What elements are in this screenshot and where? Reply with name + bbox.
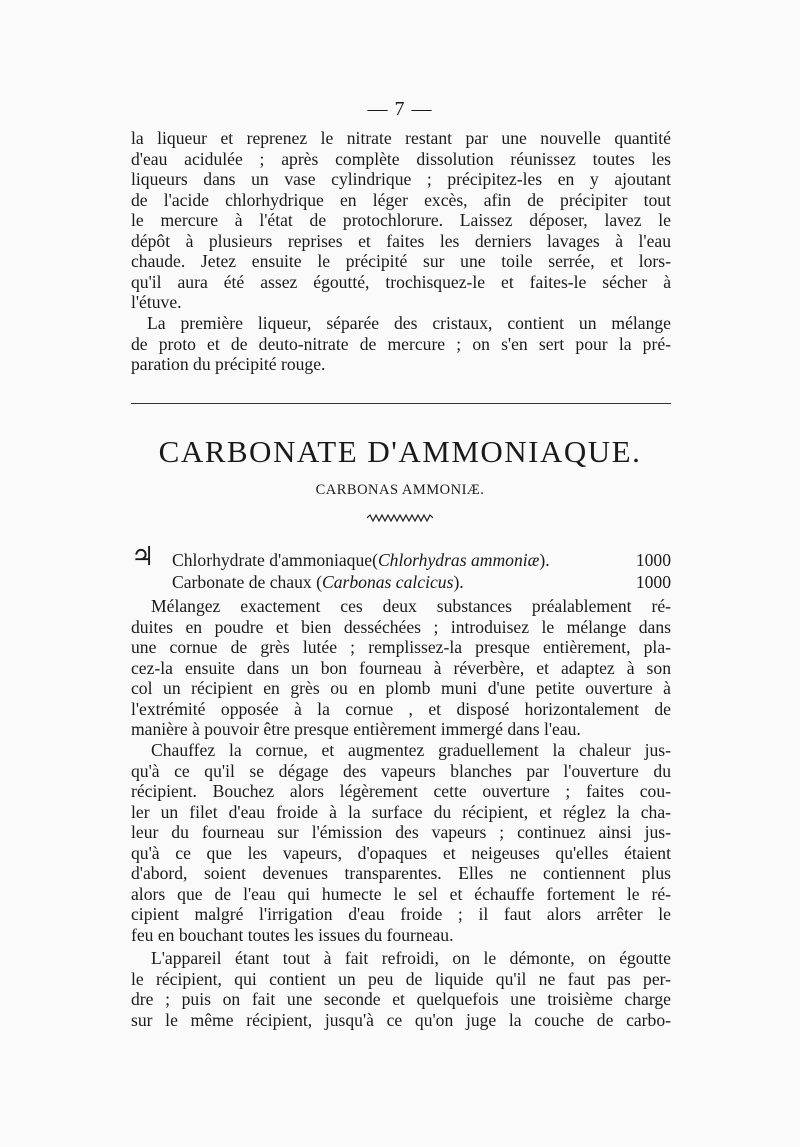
ingredient-latin: Carbonas calcicus [321, 572, 454, 592]
ornament-divider-icon [367, 514, 433, 522]
recipe-item-name: Chlorhydrate d'ammoniaque(Chlorhydras ammoniæ). [172, 550, 550, 570]
section-subtitle: CARBONAS AMMONIÆ. [315, 482, 485, 498]
paragraph-4-text [131, 740, 671, 945]
text-line: Mélangez exactement ces deux substances préalablement ré- [151, 596, 671, 616]
ingredient-quantity: 1000 [635, 550, 671, 570]
text-line: de proto et de deuto-nitrate de mercure ; on s'en sert pour la pré- [131, 333, 671, 354]
recipe-list [131, 542, 671, 593]
text-line: alors que de l'eau qui humecte le sel et échauffe fortement le ré- [131, 883, 671, 904]
text-line: d'abord, soient devenues transparentes. Elles ne contiennent plus [131, 863, 671, 883]
text-line: l'étuve. [131, 292, 182, 312]
text-line: leur du fourneau sur l'émission des vapeurs ; continuez ainsi jus- [131, 822, 671, 842]
text-line: chaude. Jetez ensuite le précipité sur une toile serrée, et lors- [131, 251, 671, 271]
recipe-item-name: Carbonate de chaux (Carbonas calcicus). [172, 572, 464, 592]
text-line: La première liqueur, séparée des cristaux, contient un mélange [147, 313, 671, 333]
paragraph-5-text [131, 948, 671, 1030]
text-line: le mercure à l'état de protochlorure. Laissez déposer, lavez le [131, 210, 671, 230]
ingredient-latin: Chlorhydras ammoniæ [377, 550, 540, 570]
text-line: qu'à ce que les vapeurs, d'opaques et neigeuses qu'elles étaient [131, 842, 671, 863]
page-number: — 7 — [367, 98, 433, 120]
text-line: récipient. Bouchez alors légèrement cette ouverture ; faites cou- [131, 781, 671, 801]
text-line: une cornue de grès lutée ; remplissez-la presque entièrement, pla- [131, 637, 671, 657]
ingredient-name: Carbonate de chaux [172, 572, 317, 592]
paragraph-2-text [131, 313, 671, 375]
text-line: sur le même récipient, jusqu'à ce qu'on juge la couche de carbo- [131, 1009, 671, 1030]
text-line: liqueurs dans un vase cylindrique ; précipitez-les en y ajoutant [131, 169, 671, 189]
recipe-row [131, 572, 671, 593]
ingredient-name: Chlorhydrate d'ammoniaque [172, 550, 373, 570]
text-line: ler un filet d'eau froide à la surface du récipient, et réglez la cha- [131, 801, 671, 822]
paragraph-2 [131, 313, 671, 375]
text-line: l'extrémité opposée à la cornue , et disposé horizontalement de [131, 698, 671, 719]
section-title: CARBONATE D'AMMONIAQUE. [158, 434, 642, 469]
section-divider [131, 403, 671, 404]
text-line: Chauffez la cornue, et augmentez graduellement la chaleur jus- [151, 740, 671, 760]
text-line: dre ; puis on fait une seconde et quelquefois une troisième charge [131, 989, 671, 1009]
ingredient-suffix: ). [539, 550, 550, 570]
paragraph-1-text [131, 128, 671, 313]
paragraph-5 [131, 948, 671, 1030]
text-line: duites en poudre et bien desséchées ; introduisez le mélange dans [131, 616, 671, 637]
text-line: dépôt à plusieurs reprises et faites les derniers lavages à l'eau [131, 230, 671, 251]
text-line: la liqueur et reprenez le nitrate restant par une nouvelle quantité [131, 128, 671, 148]
paragraph-3 [131, 596, 671, 740]
text-line: le récipient, qui contient un peu de liquide qu'il ne faut pas per- [131, 968, 671, 989]
text-line: de l'acide chlorhydrique en léger excès, afin de précipiter tout [131, 189, 671, 210]
paragraph-1 [131, 128, 671, 313]
paragraph-4 [131, 740, 671, 945]
ingredient-suffix: ). [453, 572, 464, 592]
text-line: paration du précipité rouge. [131, 354, 326, 374]
text-line: col un récipient en grès ou en plomb muni d'une petite ouverture à [131, 678, 671, 698]
text-line: cez-la ensuite dans un bon fourneau à réverbère, et adaptez à son [131, 657, 671, 678]
recipe-row [131, 542, 671, 571]
text-line: cipient malgré l'irrigation d'eau froide ; il faut alors arrêter le [131, 904, 671, 924]
text-line: d'eau acidulée ; après complète dissolution réunissez toutes les [131, 148, 671, 169]
text-line: qu'il aura été assez égoutté, trochisquez-le et faites-le sécher à [131, 271, 671, 292]
paragraph-3-text [131, 596, 671, 740]
recipe-symbol: ♃ [131, 542, 155, 571]
ingredient-quantity: 1000 [635, 572, 671, 592]
text-line: feu en bouchant toutes les issues du fourneau. [131, 924, 454, 945]
text-line: qu'à ce qu'il se dégage des vapeurs blanches par l'ouverture du [131, 760, 671, 781]
text-line: L'appareil étant tout à fait refroidi, on le démonte, on égoutte [151, 948, 671, 968]
text-line: manière à pouvoir être presque entièrement immergé dans l'eau. [131, 719, 581, 739]
